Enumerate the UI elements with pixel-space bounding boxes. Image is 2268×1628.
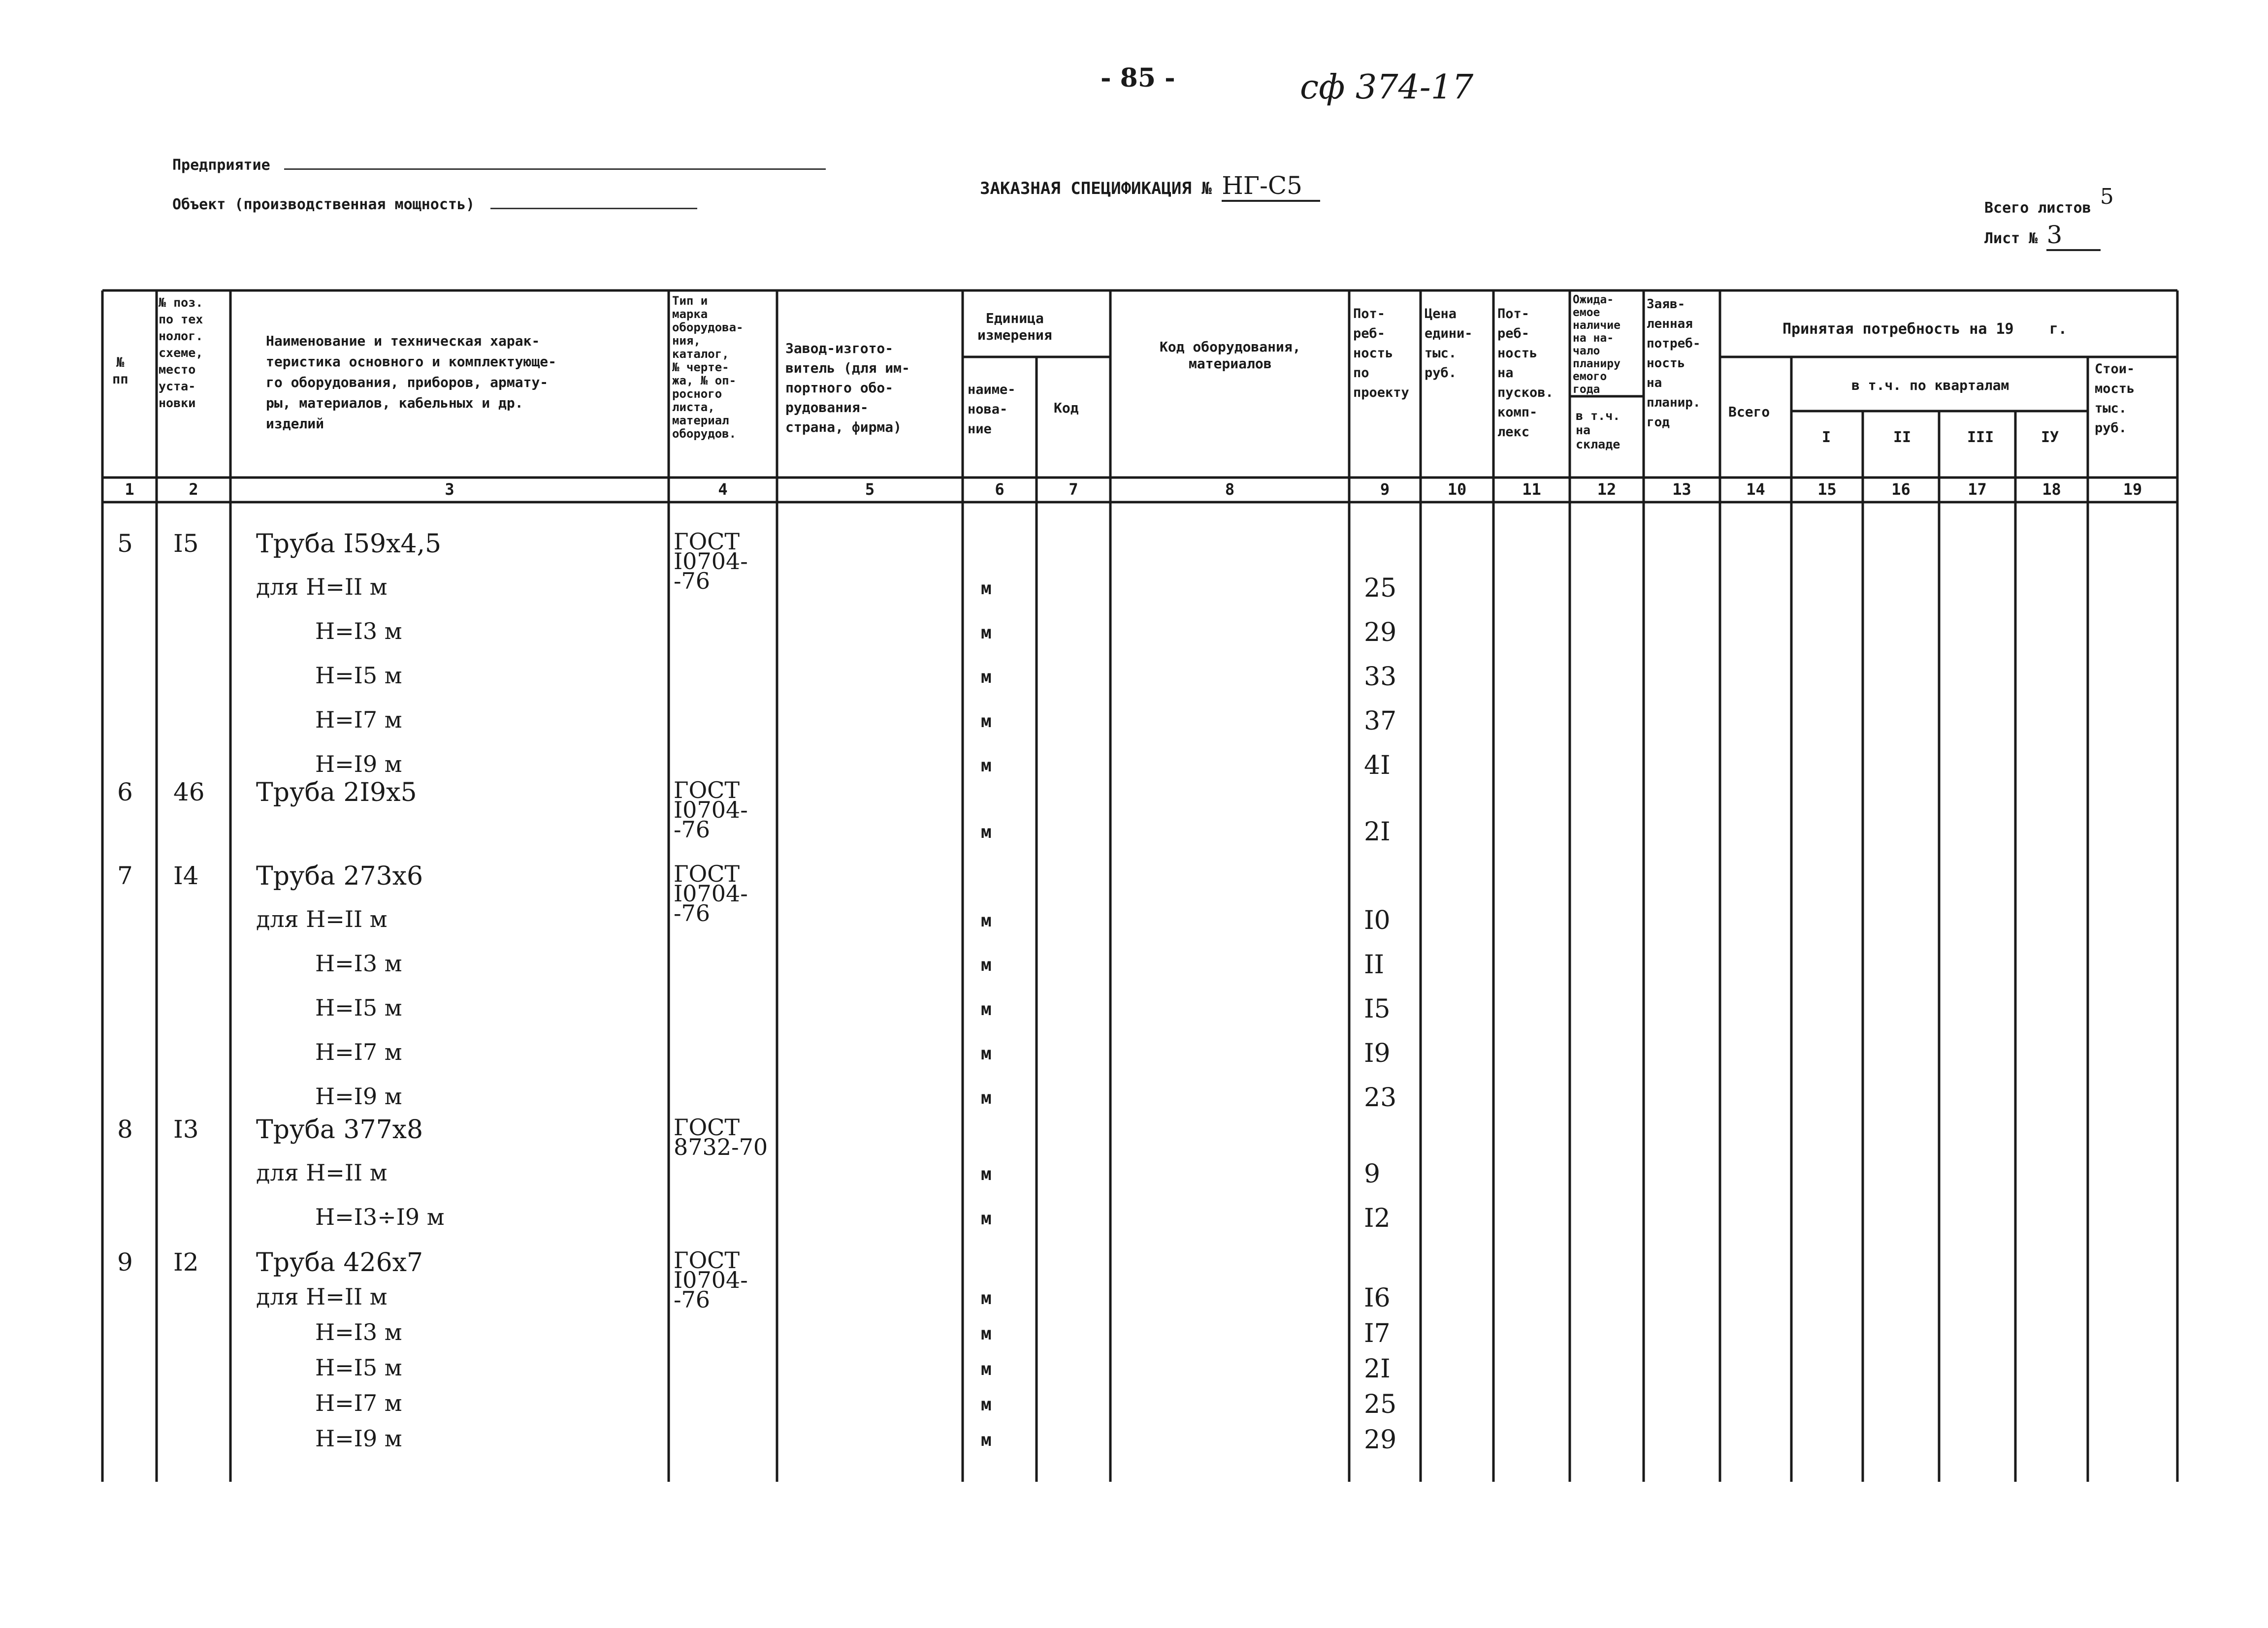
unit-name: м: [981, 1430, 992, 1450]
unit-name: м: [981, 911, 992, 931]
column-number: 9: [1380, 480, 1390, 499]
item-variant: Н=I9 м: [315, 751, 402, 777]
column-number: 1: [125, 480, 134, 499]
col-head-code: Код оборудования, материалов: [1160, 339, 1301, 372]
unit-name: м: [981, 1209, 992, 1229]
column-number: 14: [1746, 480, 1765, 499]
unit-name: м: [981, 822, 992, 842]
unit-name: м: [981, 578, 992, 599]
col-head-position: № поз. по тех нолог. схеме, место уста- новки: [159, 295, 203, 410]
column-number: 18: [2042, 480, 2061, 499]
row-number: 6: [117, 778, 133, 806]
quantity-value: 9: [1364, 1159, 1381, 1189]
quantity-value: 29: [1364, 618, 1397, 647]
row-position: 46: [173, 778, 205, 806]
item-name: Труба 377x8: [256, 1115, 423, 1145]
col-head-q3: III: [1967, 429, 1994, 446]
col-head-pp: № пп: [112, 355, 129, 387]
quantity-value: 2I: [1364, 1354, 1391, 1384]
column-number: 6: [995, 480, 1004, 499]
row-number: 7: [117, 862, 133, 890]
item-name: Труба 426x7: [256, 1248, 423, 1277]
item-variant: Н=I7 м: [315, 1390, 402, 1416]
column-number: 15: [1817, 480, 1837, 499]
unit-name: м: [981, 999, 992, 1020]
object-label: Объект (производственная мощность): [172, 196, 697, 213]
column-number: 11: [1522, 480, 1541, 499]
col-head-manufacturer: Завод-изгото- витель (для им- портного обо- рудования- страна, фирма): [785, 340, 910, 435]
item-variant: Н=I3 м: [315, 1319, 402, 1345]
quantity-value: I5: [1364, 994, 1391, 1024]
quantity-value: 25: [1364, 574, 1397, 603]
item-variant: Н=I3 м: [315, 618, 402, 644]
quantity-value: 37: [1364, 706, 1397, 736]
item-standard: ГОСТ I0704- -76: [674, 861, 748, 926]
spec-title: ЗАКАЗНАЯ СПЕЦИФИКАЦИЯ № НГ-С5: [980, 171, 1320, 202]
col-head-expected: Ожида- емое наличие на на- чало планиру емого года: [1573, 293, 1620, 396]
item-variant: Н=I5 м: [315, 662, 402, 689]
unit-name: м: [981, 667, 992, 687]
row-number: 9: [117, 1248, 133, 1277]
column-number: 8: [1225, 480, 1235, 499]
col-head-price: Цена едини- тыс. руб.: [1425, 306, 1473, 381]
item-variant: Н=I9 м: [315, 1425, 402, 1452]
spec-number: НГ-С5: [1222, 171, 1320, 202]
col-head-quarters: в т.ч. по кварталам: [1851, 377, 2009, 393]
item-variant: Н=I7 м: [315, 1039, 402, 1065]
column-number: 17: [1968, 480, 1987, 499]
col-head-q1: I: [1822, 429, 1831, 446]
item-standard: ГОСТ I0704- -76: [674, 528, 748, 594]
sheet-number: Лист № 3: [1984, 221, 2101, 251]
sheets-total: Всего листов 5: [1984, 184, 2114, 217]
quantity-value: 23: [1364, 1083, 1397, 1113]
column-number: 13: [1672, 480, 1691, 499]
col-head-name: Наименование и техническая харак- теристика основного и комплектующе- го оборудования, приборов, армату- ры, материалов, кабельных и др. изделий: [266, 333, 557, 432]
item-variant: Н=I5 м: [315, 1354, 402, 1381]
unit-name: м: [981, 1395, 992, 1415]
unit-name: м: [981, 1288, 992, 1309]
unit-name: м: [981, 1324, 992, 1344]
item-name: Труба 273x6: [256, 862, 423, 891]
item-variant: Н=I3÷I9 м: [315, 1204, 445, 1230]
col-head-total: Всего: [1728, 404, 1770, 420]
item-standard: ГОСТ I0704- -76: [674, 1247, 748, 1313]
quantity-value: I6: [1364, 1283, 1391, 1313]
item-variant: для Н=II м: [256, 1283, 388, 1310]
col-head-unit: Единица измерения: [977, 310, 1052, 343]
col-head-unit-code: Код: [1054, 400, 1079, 416]
col-head-accepted: Принятая потребность на 19 г.: [1782, 320, 2067, 338]
unit-name: м: [981, 1088, 992, 1108]
item-standard: ГОСТ 8732-70: [674, 1114, 768, 1160]
enterprise-label: Предприятие: [172, 157, 826, 174]
quantity-value: II: [1364, 950, 1385, 980]
col-head-cost: Стои- мость тыс. руб.: [2095, 361, 2135, 436]
quantity-value: 29: [1364, 1425, 1397, 1455]
sheets-total-value: 5: [2100, 184, 2114, 209]
item-variant: для Н=II м: [256, 1159, 388, 1186]
item-variant: для Н=II м: [256, 906, 388, 932]
column-number: 5: [865, 480, 875, 499]
quantity-value: 25: [1364, 1390, 1397, 1419]
row-position: I2: [173, 1248, 199, 1277]
unit-name: м: [981, 711, 992, 732]
col-head-type: Тип и марка оборудова- ния, каталог, № черте- жа, № оп- росного листа, материал оборудов.: [672, 294, 744, 441]
unit-name: м: [981, 623, 992, 643]
quantity-value: I9: [1364, 1039, 1391, 1068]
col-head-need-project: Пот- реб- ность по проекту: [1353, 306, 1409, 400]
unit-name: м: [981, 1044, 992, 1064]
column-number: 19: [2123, 480, 2142, 499]
document-stamp: сф 374-17: [1300, 68, 1474, 107]
col-head-declared: Заяв- ленная потреб- ность на планир. год: [1647, 297, 1701, 430]
col-head-q4: IУ: [2041, 429, 2059, 446]
quantity-value: 33: [1364, 662, 1397, 692]
col-head-q2: II: [1893, 429, 1912, 446]
column-number: 12: [1597, 480, 1617, 499]
unit-name: м: [981, 756, 992, 776]
col-head-in-stock: в т.ч. на складе: [1576, 409, 1620, 451]
row-position: I3: [173, 1115, 199, 1144]
quantity-value: I7: [1364, 1319, 1391, 1348]
quantity-value: I2: [1364, 1204, 1391, 1233]
sheet-number-value: 3: [2046, 221, 2101, 251]
row-position: I5: [173, 529, 199, 558]
unit-name: м: [981, 1164, 992, 1184]
row-number: 8: [117, 1115, 133, 1144]
quantity-value: 2I: [1364, 817, 1391, 847]
item-variant: для Н=II м: [256, 574, 388, 600]
column-number: 2: [189, 480, 198, 499]
item-name: Труба 2I9x5: [256, 778, 417, 807]
column-number: 10: [1447, 480, 1467, 499]
quantity-value: 4I: [1364, 751, 1391, 780]
unit-name: м: [981, 1359, 992, 1379]
column-number: 3: [445, 480, 454, 499]
item-variant: Н=I3 м: [315, 950, 402, 977]
col-head-need-start: Пот- реб- ность на пусков. комп- лекс: [1497, 306, 1554, 440]
row-position: I4: [173, 862, 199, 890]
quantity-value: I0: [1364, 906, 1391, 935]
row-number: 5: [117, 529, 133, 558]
item-name: Труба I59x4,5: [256, 529, 442, 559]
unit-name: м: [981, 955, 992, 975]
column-number: 16: [1891, 480, 1911, 499]
item-variant: Н=I7 м: [315, 706, 402, 733]
page-number: - 85 -: [1101, 63, 1175, 93]
item-variant: Н=I5 м: [315, 994, 402, 1021]
item-standard: ГОСТ I0704- -76: [674, 777, 748, 843]
column-number: 4: [718, 480, 728, 499]
col-head-unit-name: наиме- нова- ние: [968, 382, 1016, 437]
item-variant: Н=I9 м: [315, 1083, 402, 1110]
column-number: 7: [1069, 480, 1078, 499]
